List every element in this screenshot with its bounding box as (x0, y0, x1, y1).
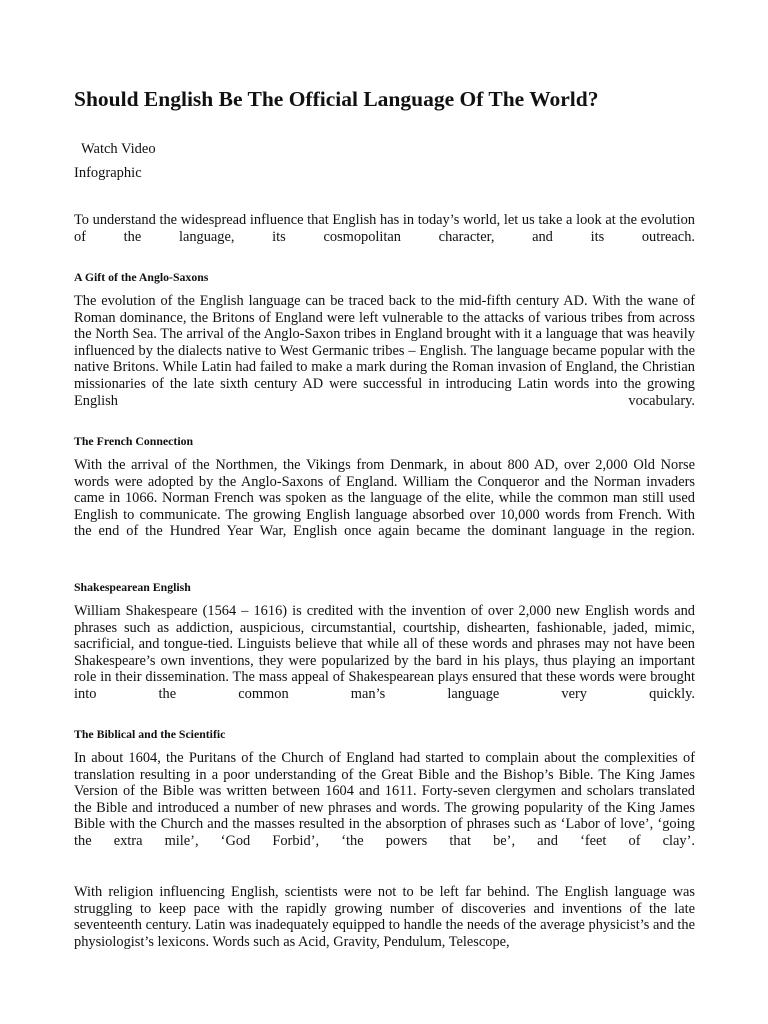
section-heading-biblical-scientific: The Biblical and the Scientific (74, 727, 226, 741)
section-paragraph-anglo-saxons: The evolution of the English language can be traced back to the mid-fifth century AD. With the wane of Roman dominance, the Britons of England were left vulnerable to the attacks of various tribes from across the North Sea. The arrival of the Anglo-Saxon tribes in England brought with it a language that was heavily influenced by the dialects native to West Germanic tribes – English. The language became popular with the native Britons. While Latin had failed to make a mark during the Roman invasion of England, the Christian missionaries of the late sixth century AD were successful in introducing Latin words into the growing English vocabulary. (74, 293, 695, 409)
section-paragraph-biblical: In about 1604, the Puritans of the Church of England had started to complain about the complexities of translation resulting in a poor understanding of the Great Bible and the Bishop’s Bible. The King James Version of the Bible was written between 1604 and 1611. Forty-seven clergymen and scholars translated the Bible and introduced a number of new phrases and words. The growing popularity of the King James Bible with the Church and the masses resulted in the absorption of phrases such as ‘Labor of love’, ‘going the extra mile’, ‘God Forbid’, ‘the powers that be’, and ‘feet of clay’. (74, 750, 695, 849)
section-paragraph-shakespearean-english: William Shakespeare (1564 – 1616) is credited with the invention of over 2,000 new English words and phrases such as addiction, auspicious, circumstantial, courtship, dishearten, fashionable, jaded, mimic, sacrificial, and tongue-tied. Linguists believe that while all of these words and phrases may not have been Shakespeare’s own inventions, they were popularized by the bard in his plays, thus playing an important role in their dissemination. The mass appeal of Shakespearean plays ensured that these words were brought into the common man’s language very quickly. (74, 603, 695, 702)
intro-paragraph: To understand the widespread influence that English has in today’s world, let us take a look at the evolution of the language, its cosmopolitan character, and its outreach. (74, 212, 695, 245)
page-title: Should English Be The Official Language Of The World? (74, 87, 599, 111)
section-heading-shakespearean-english: Shakespearean English (74, 580, 191, 594)
infographic-link[interactable]: Infographic (74, 165, 142, 181)
section-paragraph-french-connection: With the arrival of the Northmen, the Vikings from Denmark, in about 800 AD, over 2,000 Old Norse words were adopted by the Anglo-Saxons of England. William the Conqueror and the Norman invaders came in 1066. Norman French was spoken as the language of the elite, while the common man still used English to communicate. The growing English language absorbed over 10,000 words from French. With the end of the Hundred Year War, English once again became the dominant language in the region. (74, 457, 695, 540)
section-heading-french-connection: The French Connection (74, 434, 194, 448)
watch-video-link[interactable]: Watch Video (81, 141, 156, 157)
section-paragraph-scientific: With religion influencing English, scientists were not to be left far behind. The English language was struggling to keep pace with the rapidly growing number of discoveries and inventions of the late seventeenth century. Latin was inadequately equipped to handle the needs of the average physicist’s and the physiologist’s lexicons. Words such as Acid, Gravity, Pendulum, Telescope, (74, 884, 695, 950)
section-heading-anglo-saxons: A Gift of the Anglo-Saxons (74, 270, 209, 284)
